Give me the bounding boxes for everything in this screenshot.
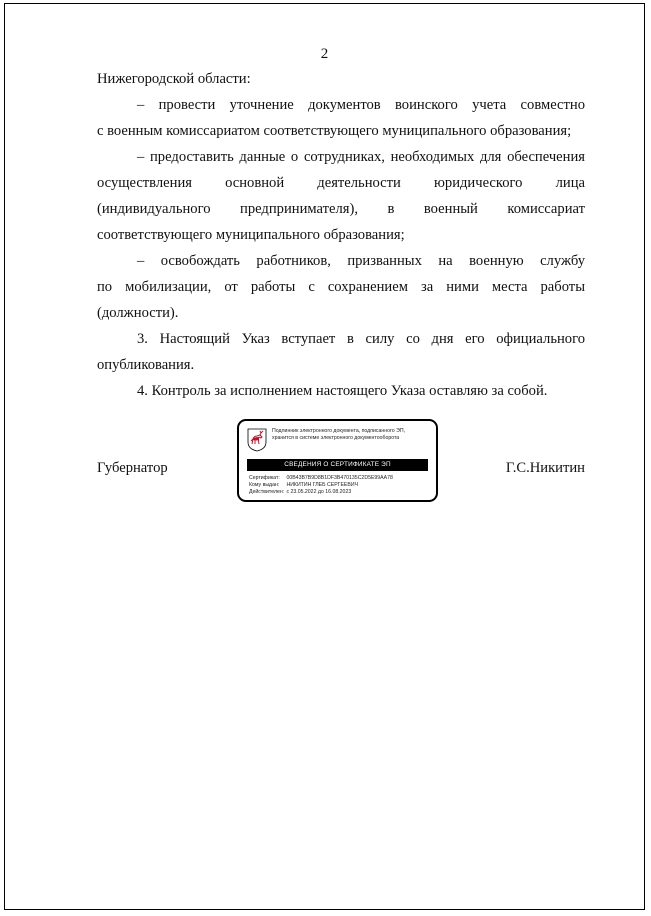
validity-row — [249, 489, 434, 496]
paragraph-line: – освобождать работников, призванных на военную службу — [137, 253, 585, 269]
page-number: 2 — [320, 46, 329, 62]
document-page — [4, 3, 645, 910]
certificate-details — [249, 475, 434, 497]
electronic-signature-stamp — [237, 419, 438, 502]
certificate-label: Сертификат: — [249, 475, 280, 481]
owner-label: Кому выдан: — [249, 482, 280, 489]
signer-name: Г.С.Никитин — [505, 460, 585, 476]
paragraph-line: – провести уточнение документов воинского учета совместно — [137, 97, 585, 113]
paragraph-line: (должности). — [97, 305, 179, 321]
certificate-row — [249, 475, 434, 482]
signer-position: Губернатор — [97, 460, 168, 476]
paragraph-line: Нижегородской области: — [97, 71, 251, 87]
paragraph-line: с военным комиссариатом соответствующего муниципального образования; — [97, 123, 572, 139]
paragraph-line: 4. Контроль за исполнением настоящего Указа оставляю за собой. — [137, 383, 548, 399]
paragraph-line: – предоставить данные о сотрудниках, необходимых для обеспечения — [137, 149, 585, 165]
certificate-value: 00B43B7B9D8B1DF3B470135C2D5E99AA78 — [286, 475, 393, 481]
paragraph-line: осуществления основной деятельности юридического лица — [97, 175, 585, 191]
owner-value: НИКИТИН ГЛЕБ СЕРГЕЕВИЧ — [286, 482, 359, 489]
stamp-note-line: хранится в системе электронного документооборота — [272, 434, 400, 441]
deer-emblem-icon — [247, 428, 267, 452]
paragraph-line: по мобилизации, от работы с сохранением за ними места работы — [97, 279, 585, 295]
validity-label: Действителен: — [249, 489, 285, 496]
paragraph-line: опубликования. — [97, 357, 195, 373]
paragraph-line: 3. Настоящий Указ вступает в силу со дня его официального — [137, 331, 585, 347]
document-body — [97, 66, 585, 404]
paragraph-line: соответствующего муниципального образования; — [97, 227, 405, 243]
stamp-note — [272, 428, 434, 441]
stamp-title: СВЕДЕНИЯ О СЕРТИФИКАТЕ ЭП — [247, 459, 428, 471]
paragraph-line: (индивидуального предпринимателя), в военный комиссариат — [97, 201, 585, 217]
stamp-note-line: Подлинник электронного документа, подписанного ЭП, — [272, 428, 406, 434]
validity-value: с 23.05.2022 до 16.08.2023 — [286, 489, 352, 496]
